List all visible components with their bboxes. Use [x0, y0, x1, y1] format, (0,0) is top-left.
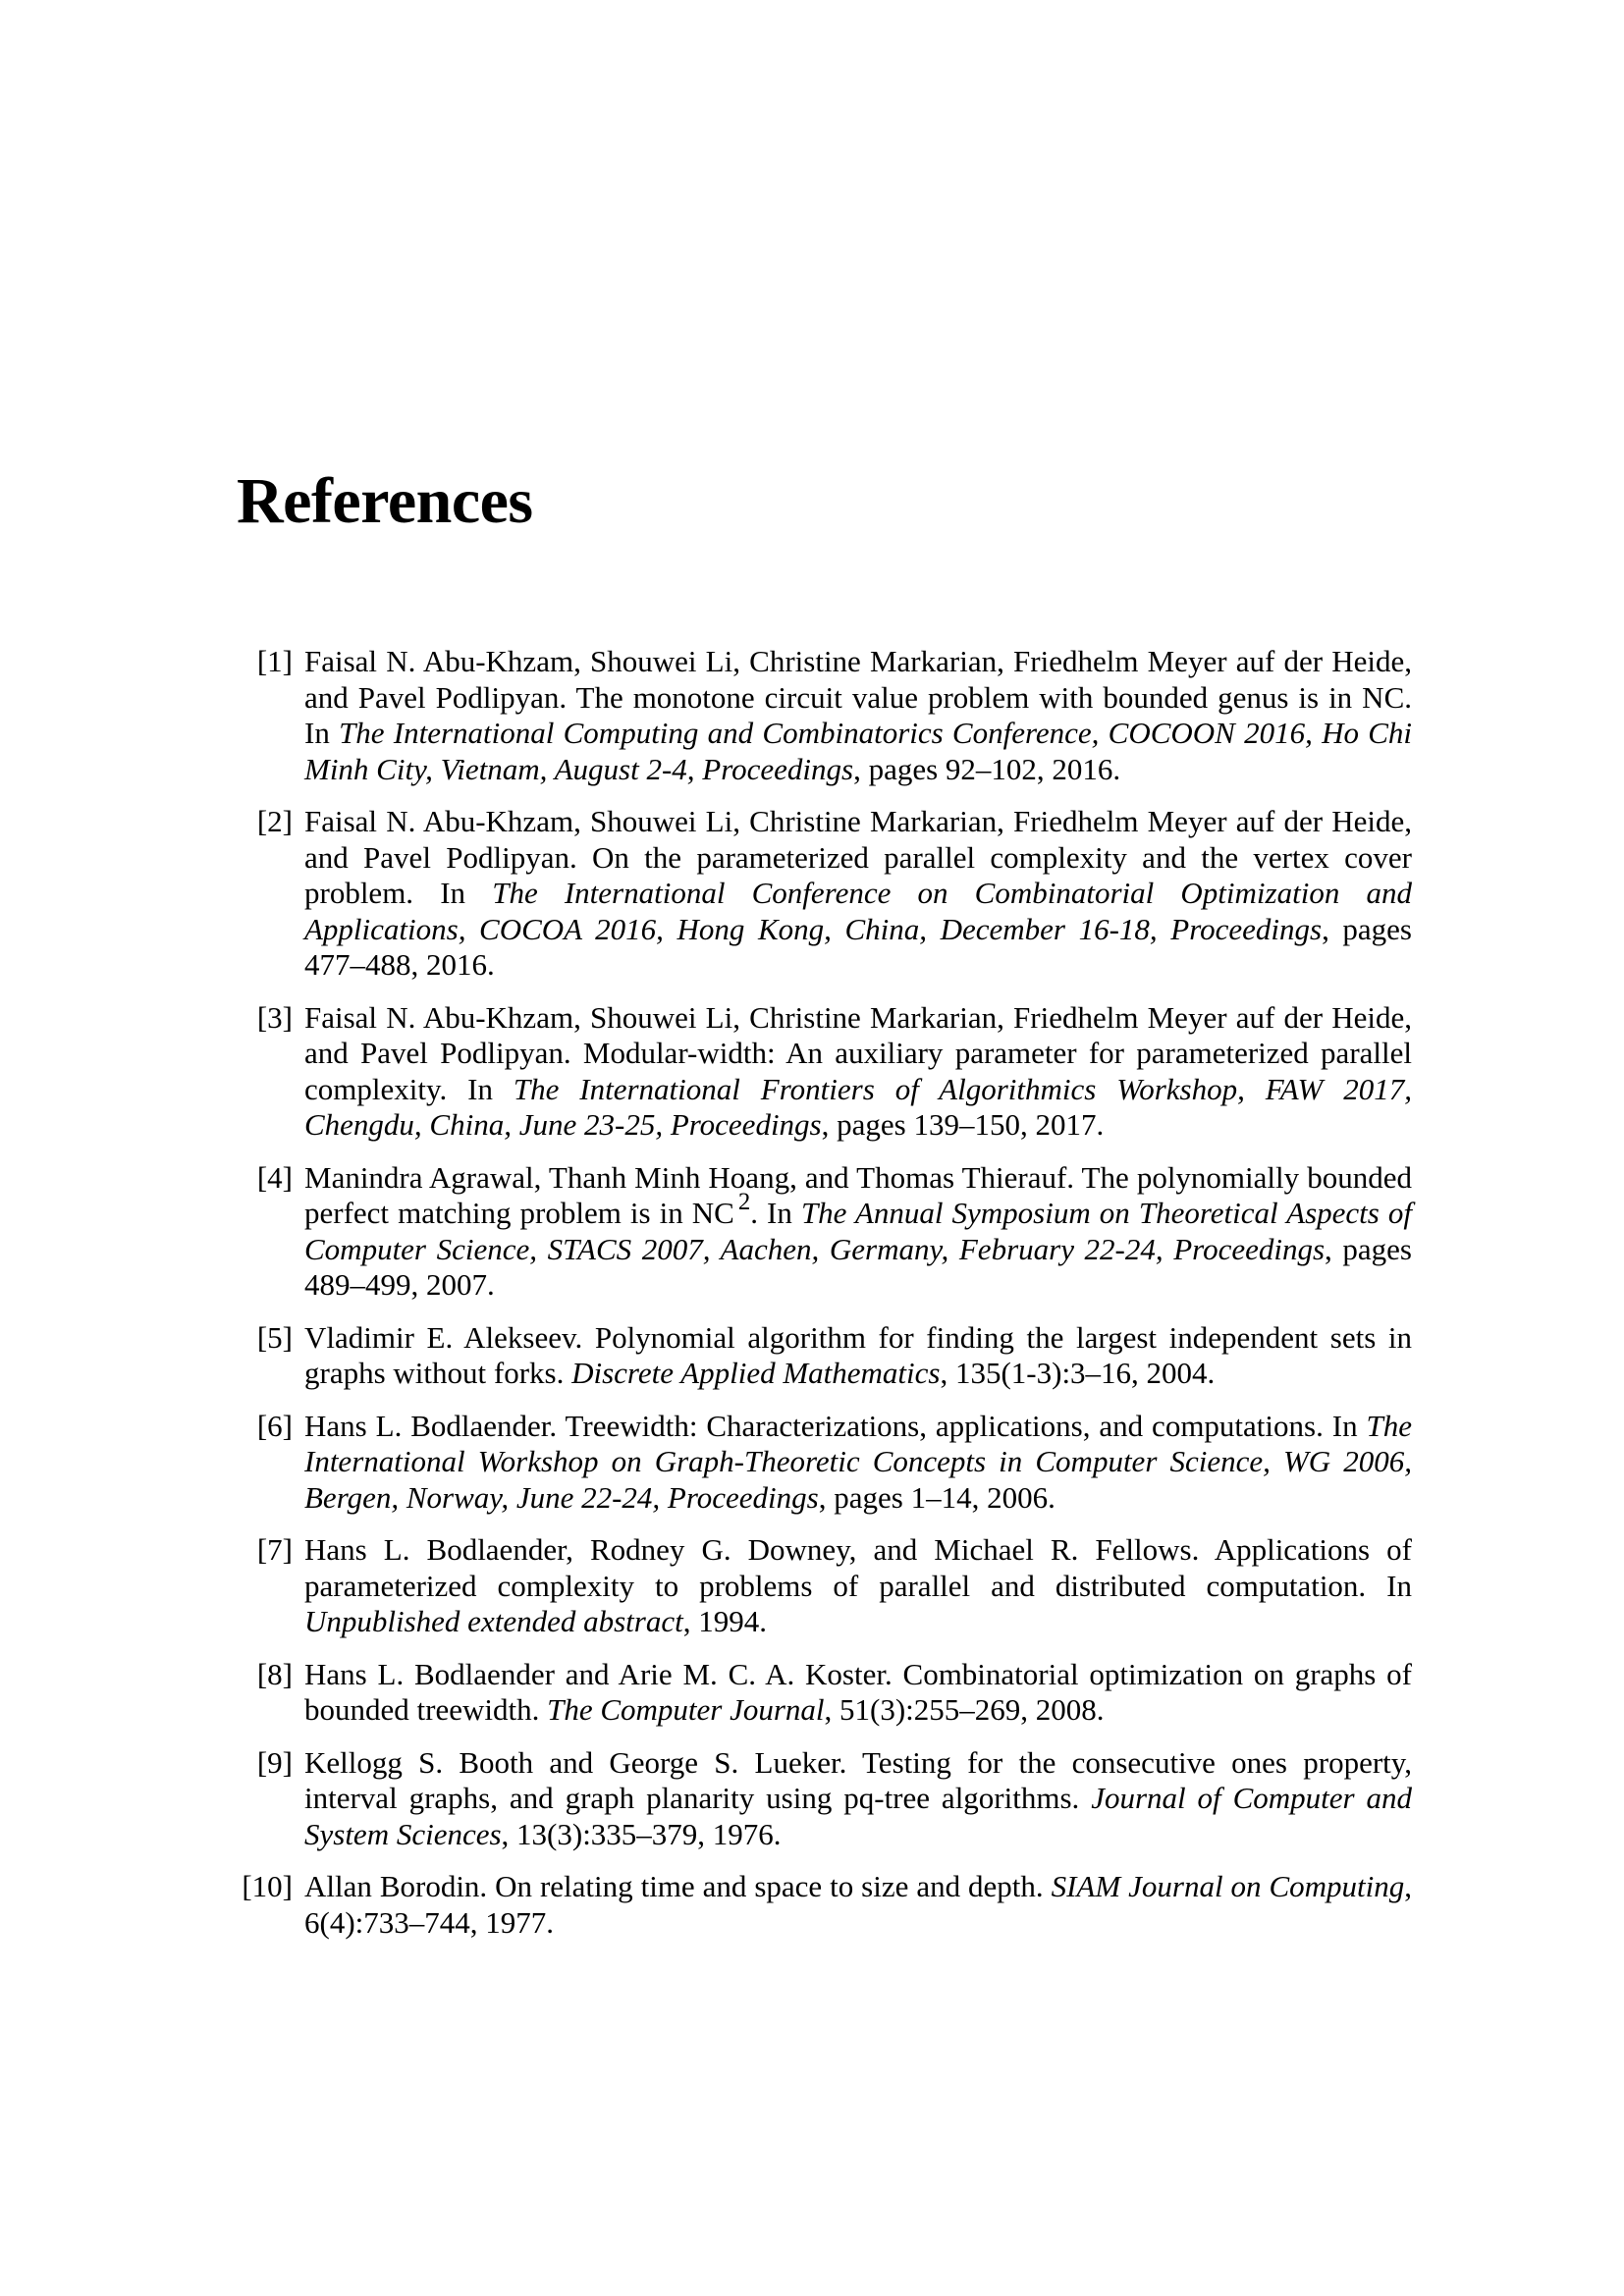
reference-number: [5] — [256, 1319, 293, 1355]
reference-after-sup: . In — [750, 1196, 801, 1230]
reference-body — [304, 1320, 1412, 1392]
reference-number: [10] — [242, 1869, 293, 1903]
reference-authors-title: Kellogg S. Booth and George S. Lueker. Testing for the consecutive ones property, interval graphs, and graph planarity using pq-tree algorithms. — [304, 1744, 1412, 1815]
reference-venue: SIAM Journal on Computing — [1051, 1869, 1405, 1903]
reference-authors-title: Hans L. Bodlaender, Rodney G. Downey, and Michael R. Fellows. Applications of parameterized complexity to problems of parallel and distributed computation. In — [304, 1532, 1412, 1603]
reference-tail: , 13(3):335–379, 1976. — [501, 1816, 782, 1851]
reference-body — [304, 804, 1412, 984]
reference-body — [304, 1657, 1412, 1729]
reference-authors-title: Vladimir E. Alekseev. Polynomial algorithm for finding the largest independent sets in graphs without forks. — [304, 1319, 1412, 1390]
reference-body — [304, 1160, 1412, 1304]
reference-body — [304, 1745, 1412, 1853]
reference-authors-title: Hans L. Bodlaender. Treewidth: Characterizations, applications, and computations. In — [304, 1408, 1367, 1443]
reference-number: [9] — [256, 1744, 293, 1780]
reference-venue: The International Workshop on Graph-Theoretic Concepts in Computer Science, WG 2006, Bergen, Norway, June 22-24, Proceedings — [304, 1408, 1412, 1515]
reference-9 — [232, 1745, 1412, 1853]
reference-venue: The International Frontiers of Algorithmics Workshop, FAW 2017, Chengdu, China, June 23-25, Proceedings — [304, 1071, 1412, 1142]
reference-list — [232, 644, 1412, 1957]
page-title: References — [237, 465, 533, 537]
reference-number: [4] — [256, 1159, 293, 1195]
reference-number: [1] — [256, 644, 293, 678]
reference-authors-title: Faisal N. Abu-Khzam, Shouwei Li, Christine Markarian, Friedhelm Meyer auf der Heide, and Pavel Podlipyan. Modular-width: An auxiliary parameter for parameterized parallel complexity. In — [304, 999, 1412, 1106]
reference-venue: The International Conference on Combinatorial Optimization and Applications, COCOA 2016, Hong Kong, China, December 16-18, Proceedings — [304, 876, 1412, 946]
reference-venue: The International Computing and Combinatorics Conference, COCOON 2016, Ho Chi Minh City, Vietnam, August 2-4, Proceedings — [304, 716, 1412, 786]
reference-tail: , pages 92–102, 2016. — [853, 751, 1121, 786]
reference-2 — [232, 804, 1412, 984]
reference-3 — [232, 1000, 1412, 1144]
reference-tail: , 135(1-3):3–16, 2004. — [940, 1356, 1216, 1390]
reference-tail: , pages 1–14, 2006. — [818, 1479, 1056, 1515]
reference-10 — [232, 1869, 1412, 1941]
reference-number: [2] — [256, 804, 293, 838]
reference-tail: , pages 139–150, 2017. — [821, 1107, 1105, 1142]
reference-body — [304, 1532, 1412, 1640]
reference-venue: Journal of Computer and System Sciences — [304, 1781, 1412, 1851]
reference-venue: The Annual Symposium on Theoretical Aspects of Computer Science, STACS 2007, Aachen, Germany, February 22-24, Proceedings — [304, 1196, 1412, 1266]
reference-7 — [232, 1532, 1412, 1640]
reference-number: [6] — [256, 1408, 293, 1443]
reference-4 — [232, 1160, 1412, 1304]
reference-tail: , 51(3):255–269, 2008. — [824, 1692, 1105, 1727]
reference-body — [304, 1000, 1412, 1144]
reference-8 — [232, 1657, 1412, 1729]
reference-tail: , 6(4):733–744, 1977. — [304, 1869, 1412, 1940]
reference-number: [8] — [256, 1656, 293, 1691]
reference-number: [3] — [256, 999, 293, 1035]
reference-authors-title: Faisal N. Abu-Khzam, Shouwei Li, Christine Markarian, Friedhelm Meyer auf der Heide, and Pavel Podlipyan. On the parameterized parallel complexity and the vertex cover problem. In — [304, 804, 1412, 910]
reference-6 — [232, 1409, 1412, 1517]
reference-number: [7] — [256, 1532, 293, 1567]
reference-venue: Unpublished extended abstract — [304, 1604, 683, 1638]
superscript-exponent: 2 — [737, 1189, 751, 1216]
reference-venue: The Computer Journal — [547, 1692, 825, 1727]
reference-authors-title: Faisal N. Abu-Khzam, Shouwei Li, Christine Markarian, Friedhelm Meyer auf der Heide, and Pavel Podlipyan. The monotone circuit value problem with bounded genus is in NC. In — [304, 644, 1412, 750]
reference-authors-title: Manindra Agrawal, Thanh Minh Hoang, and Thomas Thierauf. The polynomially bounded perfect matching problem is in NC — [304, 1159, 1412, 1230]
reference-body — [304, 1409, 1412, 1517]
reference-body — [304, 644, 1412, 787]
reference-body — [304, 1869, 1412, 1941]
reference-venue: Discrete Applied Mathematics — [571, 1356, 941, 1390]
reference-tail: , pages 489–499, 2007. — [304, 1231, 1412, 1302]
reference-1 — [232, 644, 1412, 787]
reference-authors-title: Hans L. Bodlaender and Arie M. C. A. Koster. Combinatorial optimization on graphs of bounded treewidth. — [304, 1656, 1412, 1727]
reference-authors-title: Allan Borodin. On relating time and space to size and depth. — [304, 1869, 1052, 1903]
reference-5 — [232, 1320, 1412, 1392]
reference-tail: , pages 477–488, 2016. — [304, 911, 1412, 982]
reference-tail: , 1994. — [682, 1604, 767, 1638]
